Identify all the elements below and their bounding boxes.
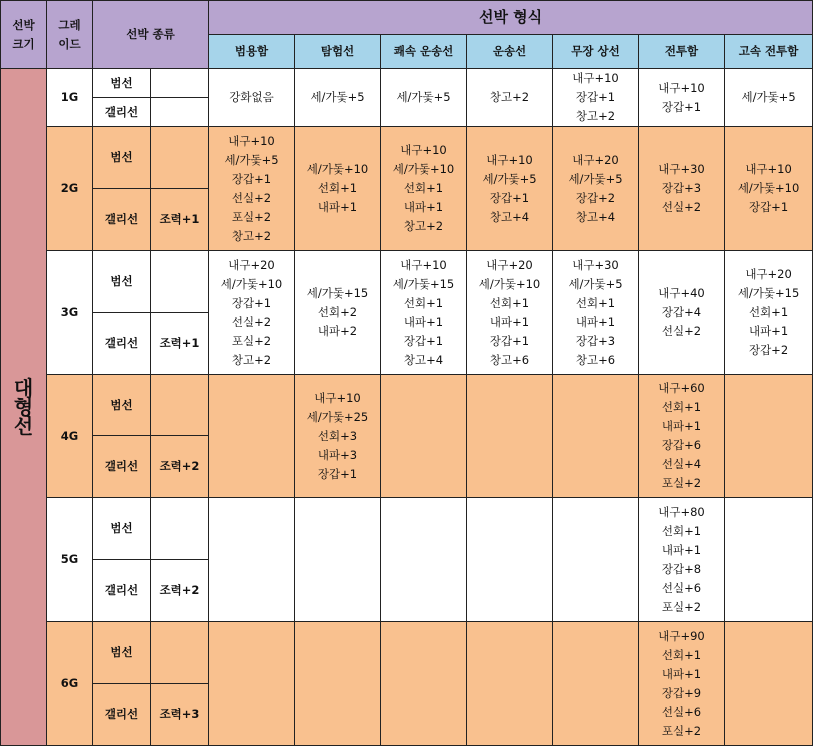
header-ship-type: 선박 종류 — [93, 1, 209, 69]
rowing-power — [151, 98, 209, 127]
rowing-empty — [151, 622, 209, 684]
stat-cell-3 — [381, 622, 467, 746]
stat-cell-3: 내구+10 세/가돛+15 선회+1 내파+1 장갑+1 창고+4 — [381, 251, 467, 375]
header-form-5: 무장 상선 — [553, 35, 639, 69]
header-ship-size-text: 선박 크기 — [12, 17, 35, 51]
rowing-power: 조력+2 — [151, 436, 209, 498]
stat-cell-7 — [725, 498, 813, 622]
rowing-empty — [151, 127, 209, 189]
stat-cell-4: 창고+2 — [467, 69, 553, 127]
ship-size-large-text: 대 형 선 — [13, 375, 34, 438]
kind-sail: 범선 — [93, 127, 151, 189]
stat-cell-4 — [467, 498, 553, 622]
stat-cell-1 — [209, 498, 295, 622]
grade-cell: 6G — [47, 622, 93, 746]
header-form-1: 범용함 — [209, 35, 295, 69]
ship-size-large — [1, 69, 47, 746]
stat-cell-2 — [295, 622, 381, 746]
stat-cell-4: 내구+10 세/가돛+5 장갑+1 창고+4 — [467, 127, 553, 251]
header-form-3: 쾌속 운송선 — [381, 35, 467, 69]
stat-cell-7 — [725, 375, 813, 498]
header-grade-text: 그레 이드 — [58, 17, 81, 51]
kind-galley: 갤리선 — [93, 560, 151, 622]
grade-cell: 2G — [47, 127, 93, 251]
stat-cell-5 — [553, 498, 639, 622]
header-form-2: 탐험선 — [295, 35, 381, 69]
header-grade — [47, 1, 93, 69]
kind-sail: 범선 — [93, 498, 151, 560]
stat-cell-6: 내구+30 장갑+3 선실+2 — [639, 127, 725, 251]
stat-cell-1: 강화없음 — [209, 69, 295, 127]
header-form-7: 고속 전투함 — [725, 35, 813, 69]
stat-cell-4 — [467, 375, 553, 498]
stat-cell-1: 내구+20 세/가돛+10 장갑+1 선실+2 포실+2 창고+2 — [209, 251, 295, 375]
rowing-power: 조력+1 — [151, 189, 209, 251]
kind-sail: 범선 — [93, 251, 151, 313]
stat-cell-3: 내구+10 세/가돛+10 선회+1 내파+1 창고+2 — [381, 127, 467, 251]
stat-cell-7: 내구+20 세/가돛+15 선회+1 내파+1 장갑+2 — [725, 251, 813, 375]
rowing-power: 조력+3 — [151, 684, 209, 746]
stat-cell-2: 세/가돛+15 선회+2 내파+2 — [295, 251, 381, 375]
rowing-empty — [151, 375, 209, 436]
stat-cell-5: 내구+30 세/가돛+5 선회+1 내파+1 장갑+3 창고+6 — [553, 251, 639, 375]
stat-cell-2 — [295, 498, 381, 622]
kind-galley: 갤리선 — [93, 189, 151, 251]
kind-galley: 갤리선 — [93, 98, 151, 127]
header-form-6: 전투함 — [639, 35, 725, 69]
stat-cell-7 — [725, 622, 813, 746]
grade-cell: 5G — [47, 498, 93, 622]
rowing-empty — [151, 69, 209, 98]
grade-cell: 3G — [47, 251, 93, 375]
header-form-4: 운송선 — [467, 35, 553, 69]
stat-cell-6: 내구+60 선회+1 내파+1 장갑+6 선실+4 포실+2 — [639, 375, 725, 498]
stat-cell-2: 세/가돛+10 선회+1 내파+1 — [295, 127, 381, 251]
stat-cell-5 — [553, 375, 639, 498]
stat-cell-1 — [209, 622, 295, 746]
stat-cell-4 — [467, 622, 553, 746]
stat-cell-2: 세/가돛+5 — [295, 69, 381, 127]
stat-cell-6: 내구+80 선회+1 내파+1 장갑+8 선실+6 포실+2 — [639, 498, 725, 622]
stat-cell-2: 내구+10 세/가돛+25 선회+3 내파+3 장갑+1 — [295, 375, 381, 498]
kind-sail: 범선 — [93, 69, 151, 98]
stat-cell-1: 내구+10 세/가돛+5 장갑+1 선실+2 포실+2 창고+2 — [209, 127, 295, 251]
grade-cell: 1G — [47, 69, 93, 127]
stat-cell-7: 내구+10 세/가돛+10 장갑+1 — [725, 127, 813, 251]
stat-cell-6: 내구+90 선회+1 내파+1 장갑+9 선실+6 포실+2 — [639, 622, 725, 746]
stat-cell-1 — [209, 375, 295, 498]
stat-cell-7: 세/가돛+5 — [725, 69, 813, 127]
stat-cell-3 — [381, 498, 467, 622]
stat-cell-3: 세/가돛+5 — [381, 69, 467, 127]
kind-galley: 갤리선 — [93, 313, 151, 375]
kind-sail: 범선 — [93, 375, 151, 436]
stat-cell-5 — [553, 622, 639, 746]
grade-cell: 4G — [47, 375, 93, 498]
rowing-power: 조력+2 — [151, 560, 209, 622]
stat-cell-4: 내구+20 세/가돛+10 선회+1 내파+1 장갑+1 창고+6 — [467, 251, 553, 375]
header-ship-size — [1, 1, 47, 69]
kind-galley: 갤리선 — [93, 436, 151, 498]
stat-cell-5: 내구+10 장갑+1 창고+2 — [553, 69, 639, 127]
stat-cell-5: 내구+20 세/가돛+5 장갑+2 창고+4 — [553, 127, 639, 251]
stat-cell-3 — [381, 375, 467, 498]
header-ship-form: 선박 형식 — [209, 1, 813, 35]
stat-cell-6: 내구+40 장갑+4 선실+2 — [639, 251, 725, 375]
kind-galley: 갤리선 — [93, 684, 151, 746]
rowing-empty — [151, 251, 209, 313]
stat-cell-6: 내구+10 장갑+1 — [639, 69, 725, 127]
rowing-power: 조력+1 — [151, 313, 209, 375]
rowing-empty — [151, 498, 209, 560]
kind-sail: 범선 — [93, 622, 151, 684]
